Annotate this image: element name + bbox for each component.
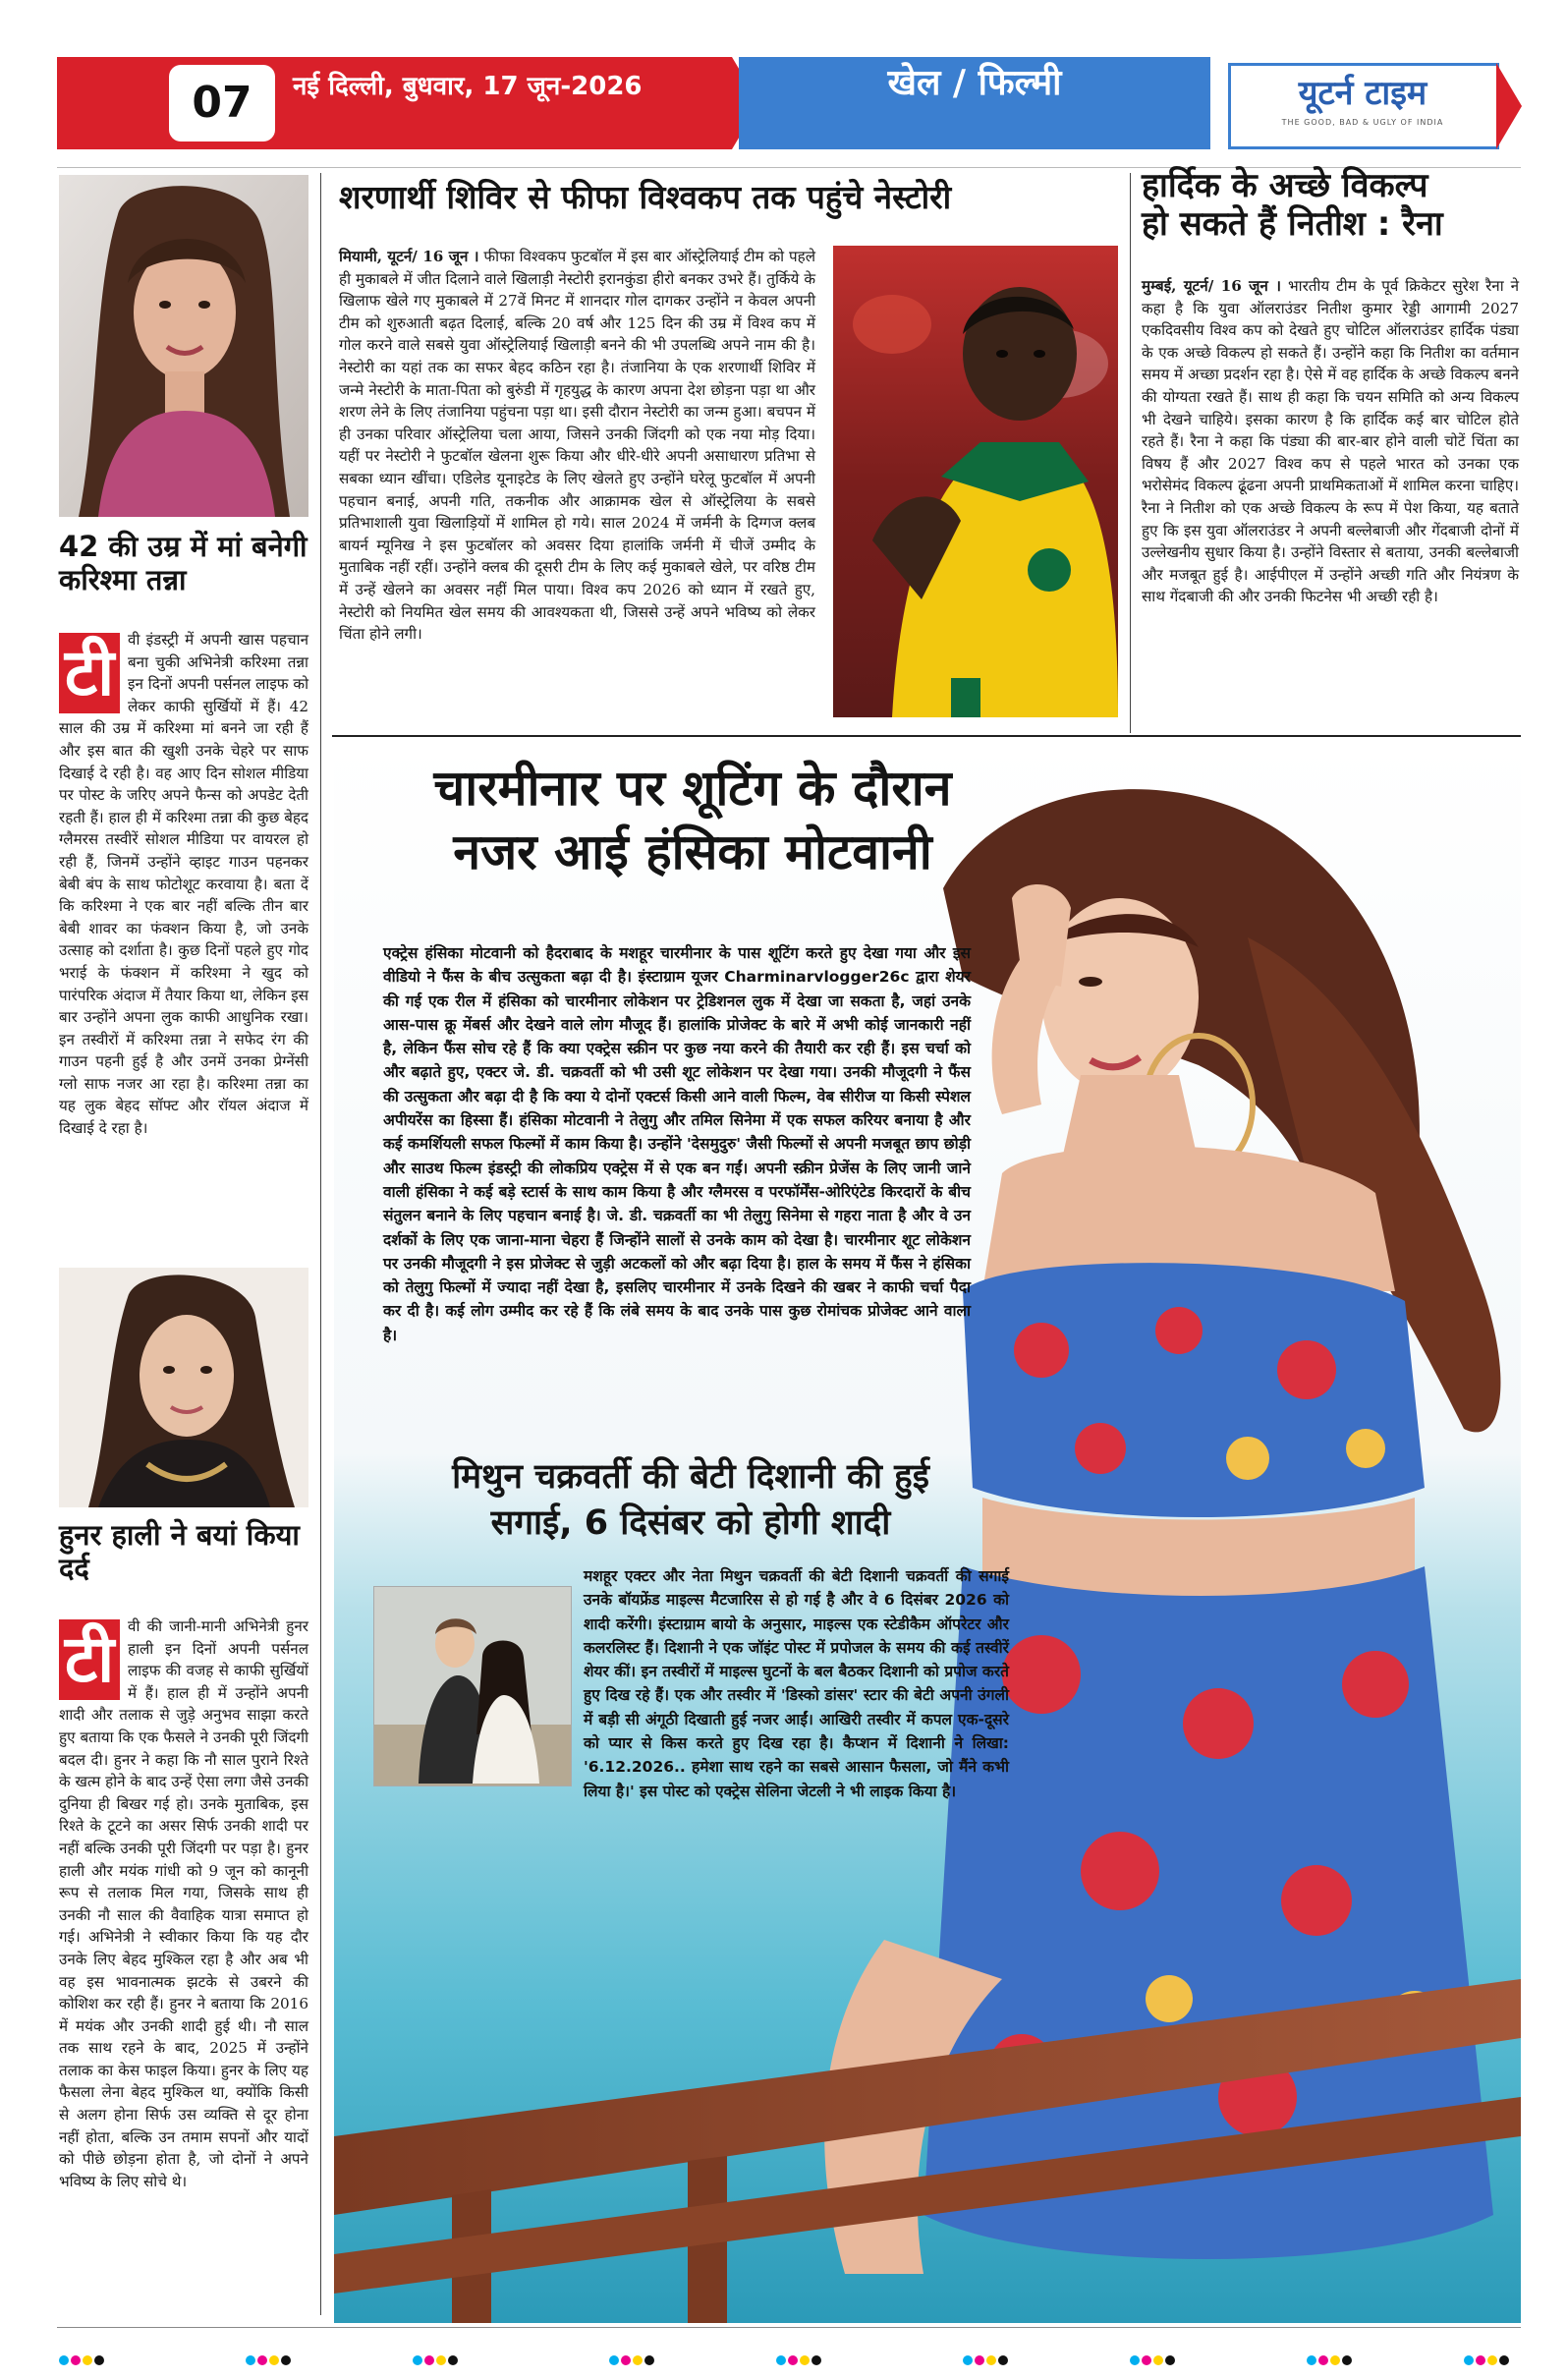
footer-color-marks-8 bbox=[1307, 2351, 1354, 2364]
karishma-tanna-photo bbox=[59, 175, 308, 517]
hunar-article-body bbox=[59, 1615, 308, 2192]
cmyk-dot bbox=[644, 2355, 654, 2365]
cmyk-dot bbox=[281, 2355, 291, 2365]
footer-color-marks-4 bbox=[609, 2351, 656, 2364]
cmyk-dot bbox=[633, 2355, 643, 2365]
cmyk-dot bbox=[788, 2355, 798, 2365]
cmyk-dot bbox=[59, 2355, 69, 2365]
footer-color-marks-9 bbox=[1464, 2351, 1511, 2364]
cmyk-dot bbox=[975, 2355, 984, 2365]
dishani-headline bbox=[352, 1454, 1030, 1548]
newspaper-logo: यूटर्न टाइम bbox=[1298, 74, 1427, 113]
nestory-football-photo bbox=[833, 246, 1118, 717]
cmyk-dot bbox=[1342, 2355, 1352, 2365]
page-number: 07 bbox=[169, 65, 275, 142]
nestory-headline: शरणार्थी शिविर से फीफा विश्वकप तक पहुंचे नेस्टोरी bbox=[339, 178, 952, 216]
footer-color-marks-7 bbox=[1130, 2351, 1177, 2364]
nestory-dateline: मियामी, यूटर्न/ 16 जून । bbox=[339, 248, 479, 265]
cmyk-dot bbox=[71, 2355, 81, 2365]
karishma-headline: 42 की उम्र में मां बनेगी करिश्मा तन्ना bbox=[59, 530, 308, 596]
cmyk-dot bbox=[1499, 2355, 1509, 2365]
footer-color-marks-1 bbox=[59, 2351, 106, 2364]
hunar-body-text: वी की जानी-मानी अभिनेत्री हुनर हाली इन दिनों अपनी पर्सनल लाइफ की वजह से काफी सुर्खियों में हैं। हाल ही में उन्होंने अपनी शादी और तलाक से जुड़े अनुभव साझा करते हुए बताया कि एक फैसले ने उनकी पूरी जिंदगी बदल दी। हुनर ने कहा कि नौ साल पुराने रिश्ते के खत्म होने के बाद उन्हें ऐसा लगा जैसे उनकी दुनिया ही बिखर गई हो। उनके मुताबिक, इस रिश्ते के टूटने का असर सिर्फ उनकी शादी पर नहीं बल्कि उनकी पूरी जिंदगी पर पड़ा है। हुनर हाली और मयंक गांधी को 9 जून को कानूनी रूप से तलाक मिल गया, जिसके साथ ही उनकी नौ साल की वैवाहिक यात्रा समाप्त हो गई। अभिनेत्री ने स्वीकार किया कि यह दौर उनके लिए बेहद मुश्किल रहा है और अब भी वह इस भावनात्मक झटके से उबरने की कोशिश कर रही हैं। हुनर ने बताया कि 2016 में मयंक और उनकी शादी हुई थी। नौ साल तक साथ रहने के बाद, 2025 में उन्होंने तलाक का केस फाइल किया। हुनर के लिए यह फैसला लेना बेहद मुश्किल था, क्योंकि किसी से अलग होना सिर्फ उस व्यक्ति से दूर होना नहीं होता, बल्कि उन तमाम सपनों और यादों को पीछे छोड़ना होता है, जो दोनों ने अपने भविष्य के लिए सोचे थे। bbox=[59, 1617, 308, 2190]
cmyk-dot bbox=[269, 2355, 279, 2365]
column-rule-right bbox=[1130, 173, 1131, 733]
cmyk-dot bbox=[94, 2355, 104, 2365]
cmyk-dot bbox=[1130, 2355, 1140, 2365]
nestory-article-body bbox=[339, 246, 815, 646]
cmyk-dot bbox=[998, 2355, 1008, 2365]
cmyk-dot bbox=[1487, 2355, 1497, 2365]
cmyk-dot bbox=[986, 2355, 996, 2365]
cmyk-dot bbox=[963, 2355, 973, 2365]
nestory-body-text: फीफा विश्वकप फुटबॉल में इस बार ऑस्ट्रेलियाई टीम को पहले ही मुकाबले में जीत दिलाने वाले खिलाड़ी नेस्टोरी इरानकुंडा हीरो बनकर उभरे हैं। तुर्किये के खिलाफ खेले गए मुकाबले में 27वें मिनट में शानदार गोल दागकर उन्होंने न केवल अपनी टीम को शुरुआती बढ़त दिलाई, बल्कि 20 वर्ष और 125 दिन की उम्र में विश्व कप में गोल करने वाले सबसे युवा ऑस्ट्रेलियाई खिलाड़ी बनने की भी उपलब्धि अपने नाम की है। नेस्टोरी का यहां तक का सफर बेहद कठिन रहा है। तंजानिया के एक शरणार्थी शिविर में जन्मे नेस्टोरी के माता-पिता को बुरुंडी में गृहयुद्ध के कारण अपना देश छोड़ना पड़ा था और शरण लेने के लिए तंजानिया पहुंचना पड़ा था। इसी दौरान नेस्टोरी का जन्म हुआ। बचपन में ही उनका परिवार ऑस्ट्रेलिया चला आया, जिसने उनकी जिंदगी को एक नया मोड़ दिया। यहीं पर नेस्टोरी ने फुटबॉल खेलना शुरू किया और धीरे-धीरे अपनी असाधारण प्रतिभा से सबका ध्यान खींचा। एडिलेड यूनाइटेड के लिए खेलते हुए उन्होंने घरेलू फुटबॉल में अपनी पहचान बनाई, अपनी गति, तकनीक और आक्रामक खेल से ऑस्ट्रेलिया के सबसे प्रतिभाशाली युवा खिलाड़ियों में शामिल हो गये। साल 2024 में जर्मनी के दिग्गज क्लब बायर्न म्यूनिख ने इस फुटबॉलर को अवसर दिया हालांकि जर्मनी में चीजें उम्मीद के मुताबिक नहीं रहीं। उन्होंने क्लब की दूसरी टीम के लिए कई मुकाबले खेले, पर वरिष्ठ टीम में उन्हें खेलने का अवसर नहीं मिल पाया। विश्व कप 2026 को ध्यान में रखते हुए, नेस्टोरी को नियमित खेल समय की आवश्यकता थी, जिससे उन्हें अपने भविष्य को लेकर चिंता होने लगी। bbox=[339, 248, 816, 644]
cmyk-dot bbox=[1307, 2355, 1316, 2365]
cmyk-dot bbox=[1318, 2355, 1328, 2365]
dishani-article-body bbox=[373, 1564, 1010, 2233]
hansika-headline-line2: नजर आई हंसिका मोटवानी bbox=[453, 823, 932, 880]
dishani-wrap-spacer-2 bbox=[922, 1859, 1010, 1918]
cmyk-dot bbox=[776, 2355, 786, 2365]
cmyk-dot bbox=[413, 2355, 422, 2365]
dishani-headline-line1: मिथुन चक्रवर्ती की बेटी दिशानी की हुई bbox=[452, 1457, 929, 1497]
karishma-body-text: वी इंडस्ट्री में अपनी खास पहचान बना चुकी अभिनेत्री करिश्मा तन्ना इन दिनों अपनी पर्सनल लाइफ को लेकर काफी सुर्खियों में हैं। 42 साल की उम्र में करिश्मा मां बनने जा रही हैं और इस बात की खुशी उनके चेहरे पर साफ दिखाई दे रही है। वह आए दिन सोशल मीडिया पर पोस्ट के जरिए अपने फैन्स को अपडेट देती रहती हैं। हाल ही में करिश्मा तन्ना की कुछ बेहद ग्लैमरस तस्वीरें सोशल मीडिया पर वायरल हो रही हैं, जिनमें उन्होंने व्हाइट गाउन पहनकर बेबी बंप के साथ फोटोशूट करवाया है। बता दें कि करिश्मा ने एक बार नहीं बल्कि तीन बार बेबी शावर का फंक्शन किया है, जो उनके उत्साह को दर्शाता है। कुछ दिनों पहले हुए गोद भराई के फंक्शन में करिश्मा ने खुद को पारंपरिक अंदाज में तैयार किया था, लेकिन इस बार उन्होंने अपना लुक काफी आधुनिक रखा। इन तस्वीरों में करिश्मा तन्ना ने सफेद रंग की गाउन पहनी हुई है और उनमें उनका प्रेग्नेंसी ग्लो साफ नजर आ रहा है। करिश्मा तन्ना का यह लुक बेहद सॉफ्ट और रॉयल अंदाज में दिखाई दे रहा है। bbox=[59, 631, 308, 1138]
footer-rule bbox=[57, 2327, 1521, 2328]
hansika-headline-line1: चारमीनार पर शूटिंग के दौरान bbox=[433, 760, 952, 817]
footer-color-marks-2 bbox=[246, 2351, 293, 2364]
cmyk-dot bbox=[1464, 2355, 1474, 2365]
hansika-article-body: एक्ट्रेस हंसिका मोटवानी को हैदराबाद के मशहूर चारमीनार के पास शूटिंग करते हुए देखा गया और इस वीडियो ने फैंस के बीच उत्सुकता बढ़ा दी है। इंस्टाग्राम यूजर Charminarvlogger26c द्वारा शेयर की गई एक रील में हंसिका को चारमीनार लोकेशन पर ट्रेडिशनल लुक में देखा जा सकता है, जहां उनके आस-पास क्रू मेंबर्स और देखने वाले लोग मौजूद हैं। हालांकि प्रोजेक्ट के बारे में अभी कोई जानकारी नहीं है, लेकिन फैंस सोच रहे हैं कि क्या एक्ट्रेस स्क्रीन पर कुछ नया करने की तैयारी कर रही हैं। इस चर्चा को और बढ़ाते हुए, एक्टर जे. डी. चक्रवर्ती को भी उसी शूट लोकेशन पर देखा गया। उनकी मौजूदगी ने फैंस की उत्सुकता और बढ़ा दी है कि क्या ये दोनों एक्टर्स किसी आने वाली फिल्म, वेब सीरीज या किसी स्पेशल अपीयरेंस का हिस्सा हैं। हंसिका मोटवानी ने तेलुगु और तमिल सिनेमा में एक सफल करियर बनाया है और कई कमर्शियली सफल फिल्मों में काम किया है। उन्होंने 'देसमुदुरु' जैसी फिल्मों से अपनी मजबूत छाप छोड़ी और साउथ फिल्म इंडस्ट्री की लोकप्रिय एक्ट्रेस में से एक बन गईं। अपनी स्क्रीन प्रेजेंस के लिए जानी जाने वाली हंसिका ने कई बड़े स्टार्स के साथ काम किया है और ग्लैमरस व परफॉर्मेंस-ओरिएंटेड किरदारों के बीच संतुलन बनाने के लिए पहचान बनाई है। जे. डी. चक्रवर्ती का भी तेलुगु सिनेमा से गहरा नाता है और वे उन दर्शकों के लिए एक जाना-माना चेहरा हैं जिन्होंने सालों से उनके काम को देखा है। चारमीनार शूट लोकेशन पर उनकी मौजूदगी ने इस प्रोजेक्ट से जुड़ी अटकलों को और बढ़ा दिया है। हाल के समय में फैंस ने हंसिका को तेलुगु फिल्मों में ज्यादा नहीं देखा है, इसलिए चारमीनार में उनके दिखने की खबर ने काफी चर्चा पैदा कर दी है। कई लोग उम्मीद कर रहे हैं कि लंबे समय के बाद उनके पास कुछ रोमांचक प्रोजेक्ट आने वाला है। bbox=[383, 944, 971, 1344]
hunar-headline: हुनर हाली ने बयां किया दर्द bbox=[59, 1518, 300, 1585]
hansika-headline bbox=[349, 757, 1036, 884]
cmyk-dot bbox=[448, 2355, 458, 2365]
hardik-article-body bbox=[1142, 275, 1519, 608]
cmyk-dot bbox=[424, 2355, 434, 2365]
cmyk-dot bbox=[1165, 2355, 1175, 2365]
dishani-photo-spacer bbox=[373, 1564, 584, 1796]
footer-color-marks-5 bbox=[776, 2351, 823, 2364]
masthead-dateline: नई दिल्ली, बुधवार, 17 जून-2026 bbox=[293, 72, 643, 101]
dishani-wrap-spacer-1 bbox=[1009, 1564, 1010, 1859]
hunar-dropcap: टी bbox=[59, 1619, 120, 1700]
cmyk-dot bbox=[800, 2355, 810, 2365]
cmyk-dot bbox=[436, 2355, 446, 2365]
dishani-wrap-spacer-4 bbox=[784, 2115, 1010, 2233]
feature-top-rule bbox=[332, 735, 1521, 737]
hardik-dateline: मुम्बई, यूटर्न/ 16 जून । bbox=[1142, 277, 1282, 295]
cmyk-dot bbox=[609, 2355, 619, 2365]
hunar-hali-photo bbox=[59, 1268, 308, 1507]
cmyk-dot bbox=[1153, 2355, 1163, 2365]
karishma-article-body bbox=[59, 629, 308, 1140]
dishani-wrap-spacer-3 bbox=[872, 1918, 1010, 2115]
cmyk-dot bbox=[1142, 2355, 1151, 2365]
cmyk-dot bbox=[811, 2355, 821, 2365]
cmyk-dot bbox=[1330, 2355, 1340, 2365]
hardik-body-text: भारतीय टीम के पूर्व क्रिकेटर सुरेश रैना ने कहा है कि युवा ऑलराउंडर नितीश कुमार रेड्डी आगामी 2027 एकदिवसीय विश्व कप को देखते हुए चोटिल ऑलराउंडर हार्दिक पंड्या के एक अच्छे विकल्प हो सकते हैं। उन्होंने कहा कि नितीश का वर्तमान समय में अच्छा प्रदर्शन रहा है। ऐसे में वह हार्दिक के अच्छे विकल्प बनने की योग्यता रखते हैं। साथ ही कहा कि चयन समिति को अन्य विकल्प भी देखने चाहिये। इसका कारण है कि हार्दिक कई बार चोटिल होते रहते हैं। रैना ने कहा कि पंड्या की बार-बार होने वाली चोटें चिंता का विषय हैं और 2027 विश्व कप से पहले भारत को उनका एक भरोसेमंद विकल्प ढूंढना अपनी प्राथमिकताओं में शामिल करना चाहिए। रैना ने नितीश को एक अच्छे विकल्प के रूप में पेश किया, यह बताते हुए कि इस युवा ऑलराउंडर ने अपनी बल्लेबाजी और गेंदबाजी दोनों में उल्लेखनीय सुधार किया है। उन्होंने विस्तार से बताया, उनकी बल्लेबाजी और मजबूत हुई है। आईपीएल में उन्होंने अच्छी गति और नियंत्रण के साथ गेंदबाजी की और उनकी फिटनेस भी अच्छी रही है। bbox=[1142, 277, 1520, 606]
logo-red-arrow-icon bbox=[1496, 63, 1522, 149]
dishani-headline-line2: सगाई, 6 दिसंबर को होगी शादी bbox=[490, 1503, 891, 1544]
footer-color-marks-3 bbox=[413, 2351, 460, 2364]
cmyk-dot bbox=[1476, 2355, 1485, 2365]
cmyk-dot bbox=[621, 2355, 631, 2365]
cmyk-dot bbox=[257, 2355, 267, 2365]
karishma-dropcap: टी bbox=[59, 633, 120, 713]
newspaper-logo-tagline: THE GOOD, BAD & UGLY OF INDIA bbox=[1281, 118, 1444, 127]
column-rule-left bbox=[320, 173, 321, 2315]
footer-color-marks-6 bbox=[963, 2351, 1010, 2364]
cmyk-dot bbox=[83, 2355, 92, 2365]
section-title: खेल / फिल्मी bbox=[887, 63, 1062, 103]
cmyk-dot bbox=[246, 2355, 255, 2365]
hardik-headline: हार्दिक के अच्छे विकल्प हो सकते हैं नितीश : रैना bbox=[1142, 166, 1443, 245]
dishani-body-text: मशहूर एक्टर और नेता मिथुन चक्रवर्ती की बेटी दिशानी चक्रवर्ती की सगाई उनके बॉयफ्रेंड माइल्स मैटजारिस से हो गई है और वे 6 दिसंबर 2026 को शादी करेंगी। इंस्टाग्राम बायो के अनुसार, माइल्स एक स्टेडीकैम ऑपरेटर और कलरलिस्ट हैं। दिशानी ने एक जॉइंट पोस्ट में प्रपोजल के समय की कई तस्वीरें शेयर कीं। इन तस्वीरों में माइल्स घुटनों के बल बैठकर दिशानी को प्रपोज करते हुए दिख रहे हैं। एक और तस्वीर में 'डिस्को डांसर' स्टार की बेटी अपनी उंगली में बड़ी सी अंगूठी दिखाती हुई नजर आईं। आखिरी तस्वीर में कपल एक-दूसरे को प्यार से किस करते हुए दिख रहा है। कैप्शन में दिशानी ने लिखा: '6.12.2026.. हमेशा साथ रहने का सबसे आसान फैसला, जो मैंने कभी लिया है।' इस पोस्ट को एक्ट्रेस सेलिना जेटली ने भी लाइक किया है। bbox=[584, 1567, 1009, 1800]
